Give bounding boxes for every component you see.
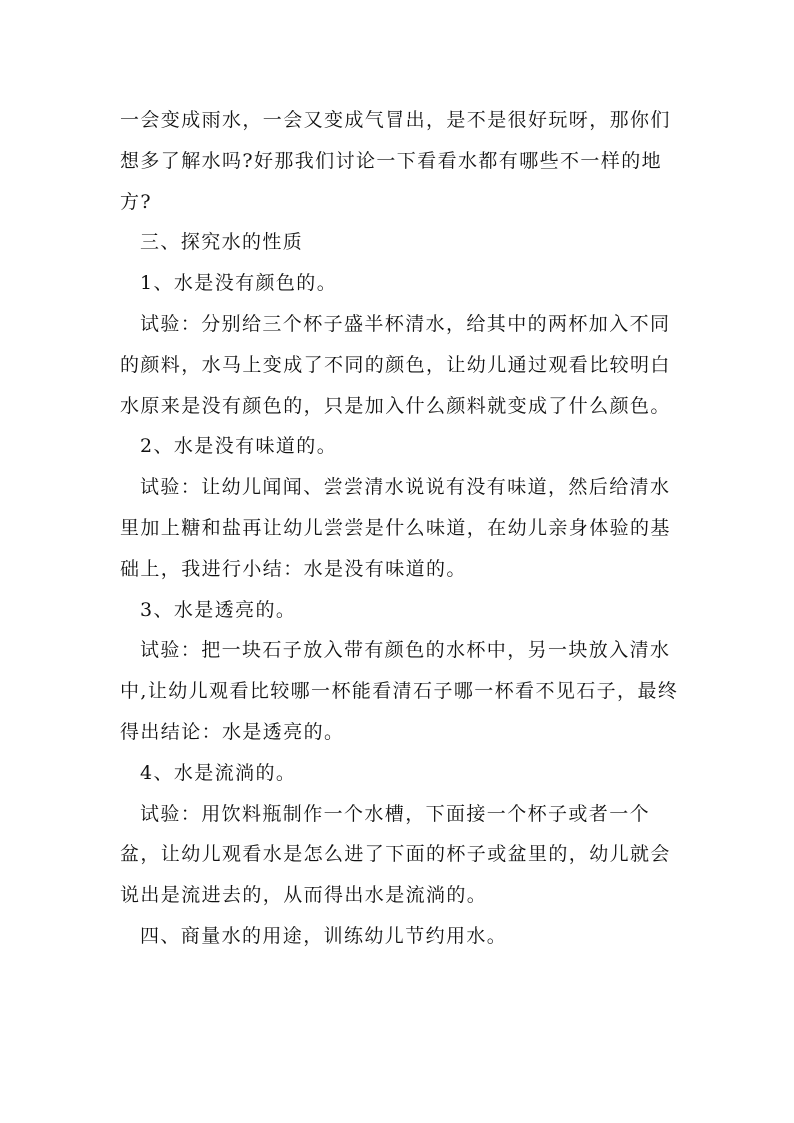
item-heading-tasteless: 2、水是没有味道的。 bbox=[140, 435, 338, 458]
section-heading-water-uses: 四、商量水的用途，训练幼儿节约用水。 bbox=[140, 924, 508, 947]
experiment-paragraph-tasteless: 试验：让幼儿闻闻、尝尝清水说说有没有味道，然后给清水里加上糖和盐再让幼儿尝尝是什么味道，在幼儿亲身体验的基础上，我进行小结：水是没有味道的。 bbox=[120, 476, 671, 580]
experiment-paragraph-transparent: 试验：把一块石子放入带有颜色的水杯中，另一块放入清水中,让幼儿观看比较哪一杯能看清石子哪一杯看不见石子，最终得出结论：水是透亮的。 bbox=[120, 639, 679, 743]
experiment-paragraph-colorless: 试验：分别给三个杯子盛半杯清水，给其中的两杯加入不同的颜料，水马上变成了不同的颜色，让幼儿通过观看比较明白水原来是没有颜色的，只是加入什么颜料就变成了什么颜色。 bbox=[120, 312, 671, 417]
item-heading-flowing: 4、水是流淌的。 bbox=[140, 761, 297, 784]
paragraph-continuation: 一会变成雨水，一会又变成气冒出，是不是很好玩呀，那你们想多了解水吗?好那我们讨论一下看看水都有哪些不一样的地方? bbox=[120, 109, 671, 213]
item-heading-transparent: 3、水是透亮的。 bbox=[140, 598, 297, 621]
section-heading-explore-properties: 三、探究水的性质 bbox=[140, 231, 304, 254]
item-heading-colorless: 1、水是没有颜色的。 bbox=[140, 272, 338, 295]
document-body bbox=[120, 100, 680, 957]
experiment-paragraph-flowing: 试验：用饮料瓶制作一个水槽，下面接一个杯子或者一个盆，让幼儿观看水是怎么进了下面的杯子或盆里的，幼儿就会说出是流进去的，从而得出水是流淌的。 bbox=[120, 802, 671, 907]
